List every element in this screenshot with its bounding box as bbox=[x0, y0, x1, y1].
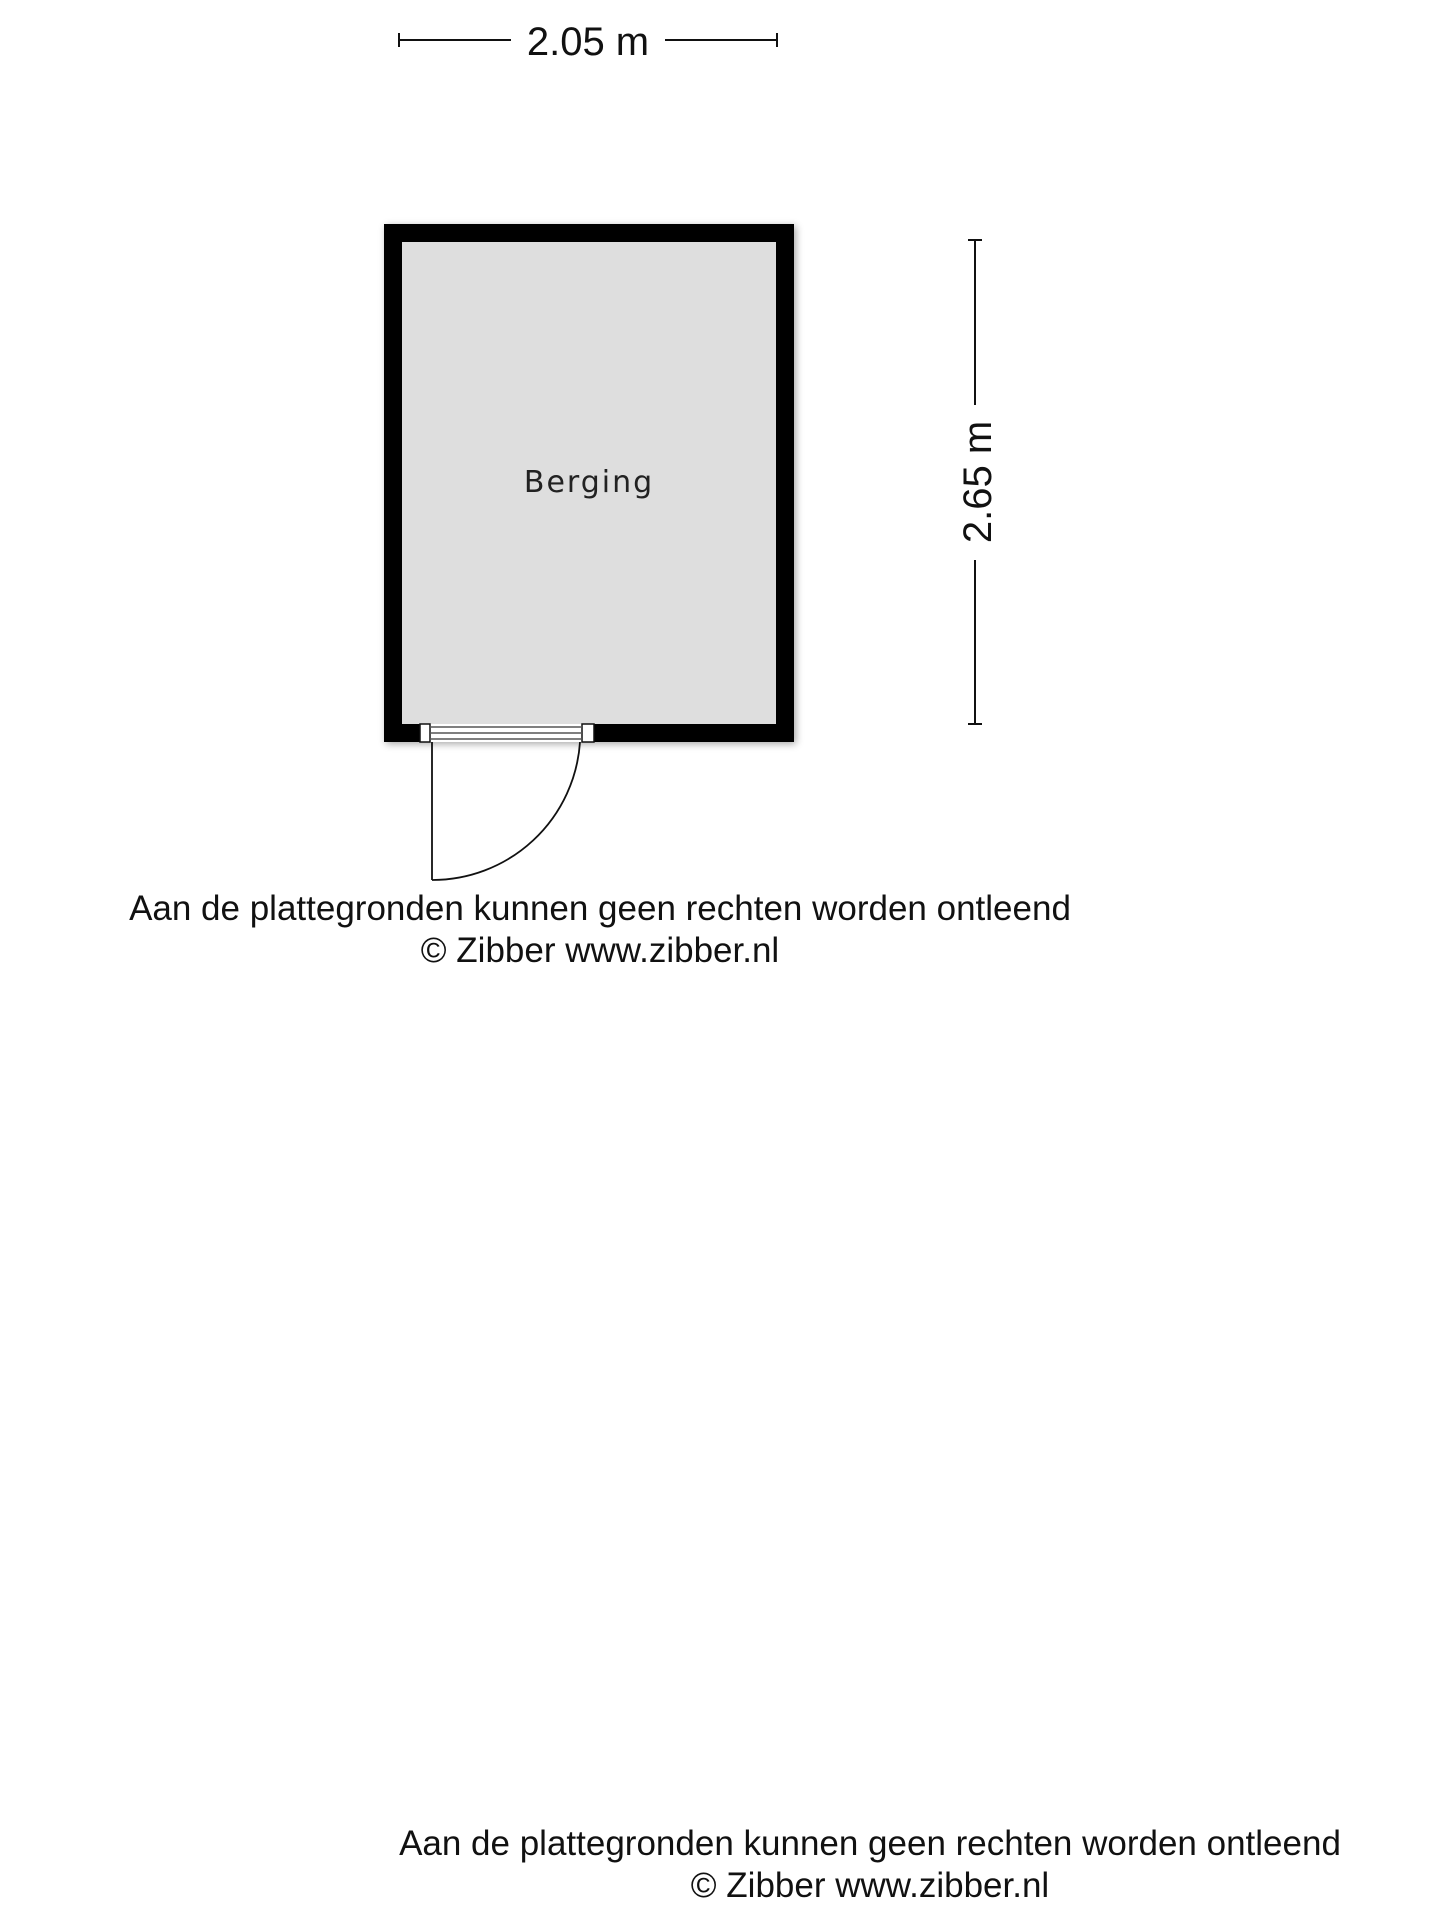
room-label-berging: Berging bbox=[523, 465, 655, 500]
width-dimension bbox=[399, 20, 777, 64]
depth-label: 2.65 m bbox=[956, 420, 1000, 544]
depth-dimension bbox=[956, 240, 1000, 724]
copyright-text: © Zibber www.zibber.nl bbox=[690, 1866, 1050, 1905]
width-label: 2.05 m bbox=[526, 20, 650, 64]
copyright-text: © Zibber www.zibber.nl bbox=[420, 931, 780, 970]
disclaimer-bottom bbox=[330, 1823, 1410, 1907]
door bbox=[420, 724, 594, 880]
disclaimer-text: Aan de plattegronden kunnen geen rechten worden ontleend bbox=[399, 1824, 1341, 1863]
disclaimer-top bbox=[60, 888, 1140, 972]
disclaimer-text: Aan de plattegronden kunnen geen rechten worden ontleend bbox=[129, 889, 1071, 928]
door-swing-arc bbox=[432, 742, 580, 880]
